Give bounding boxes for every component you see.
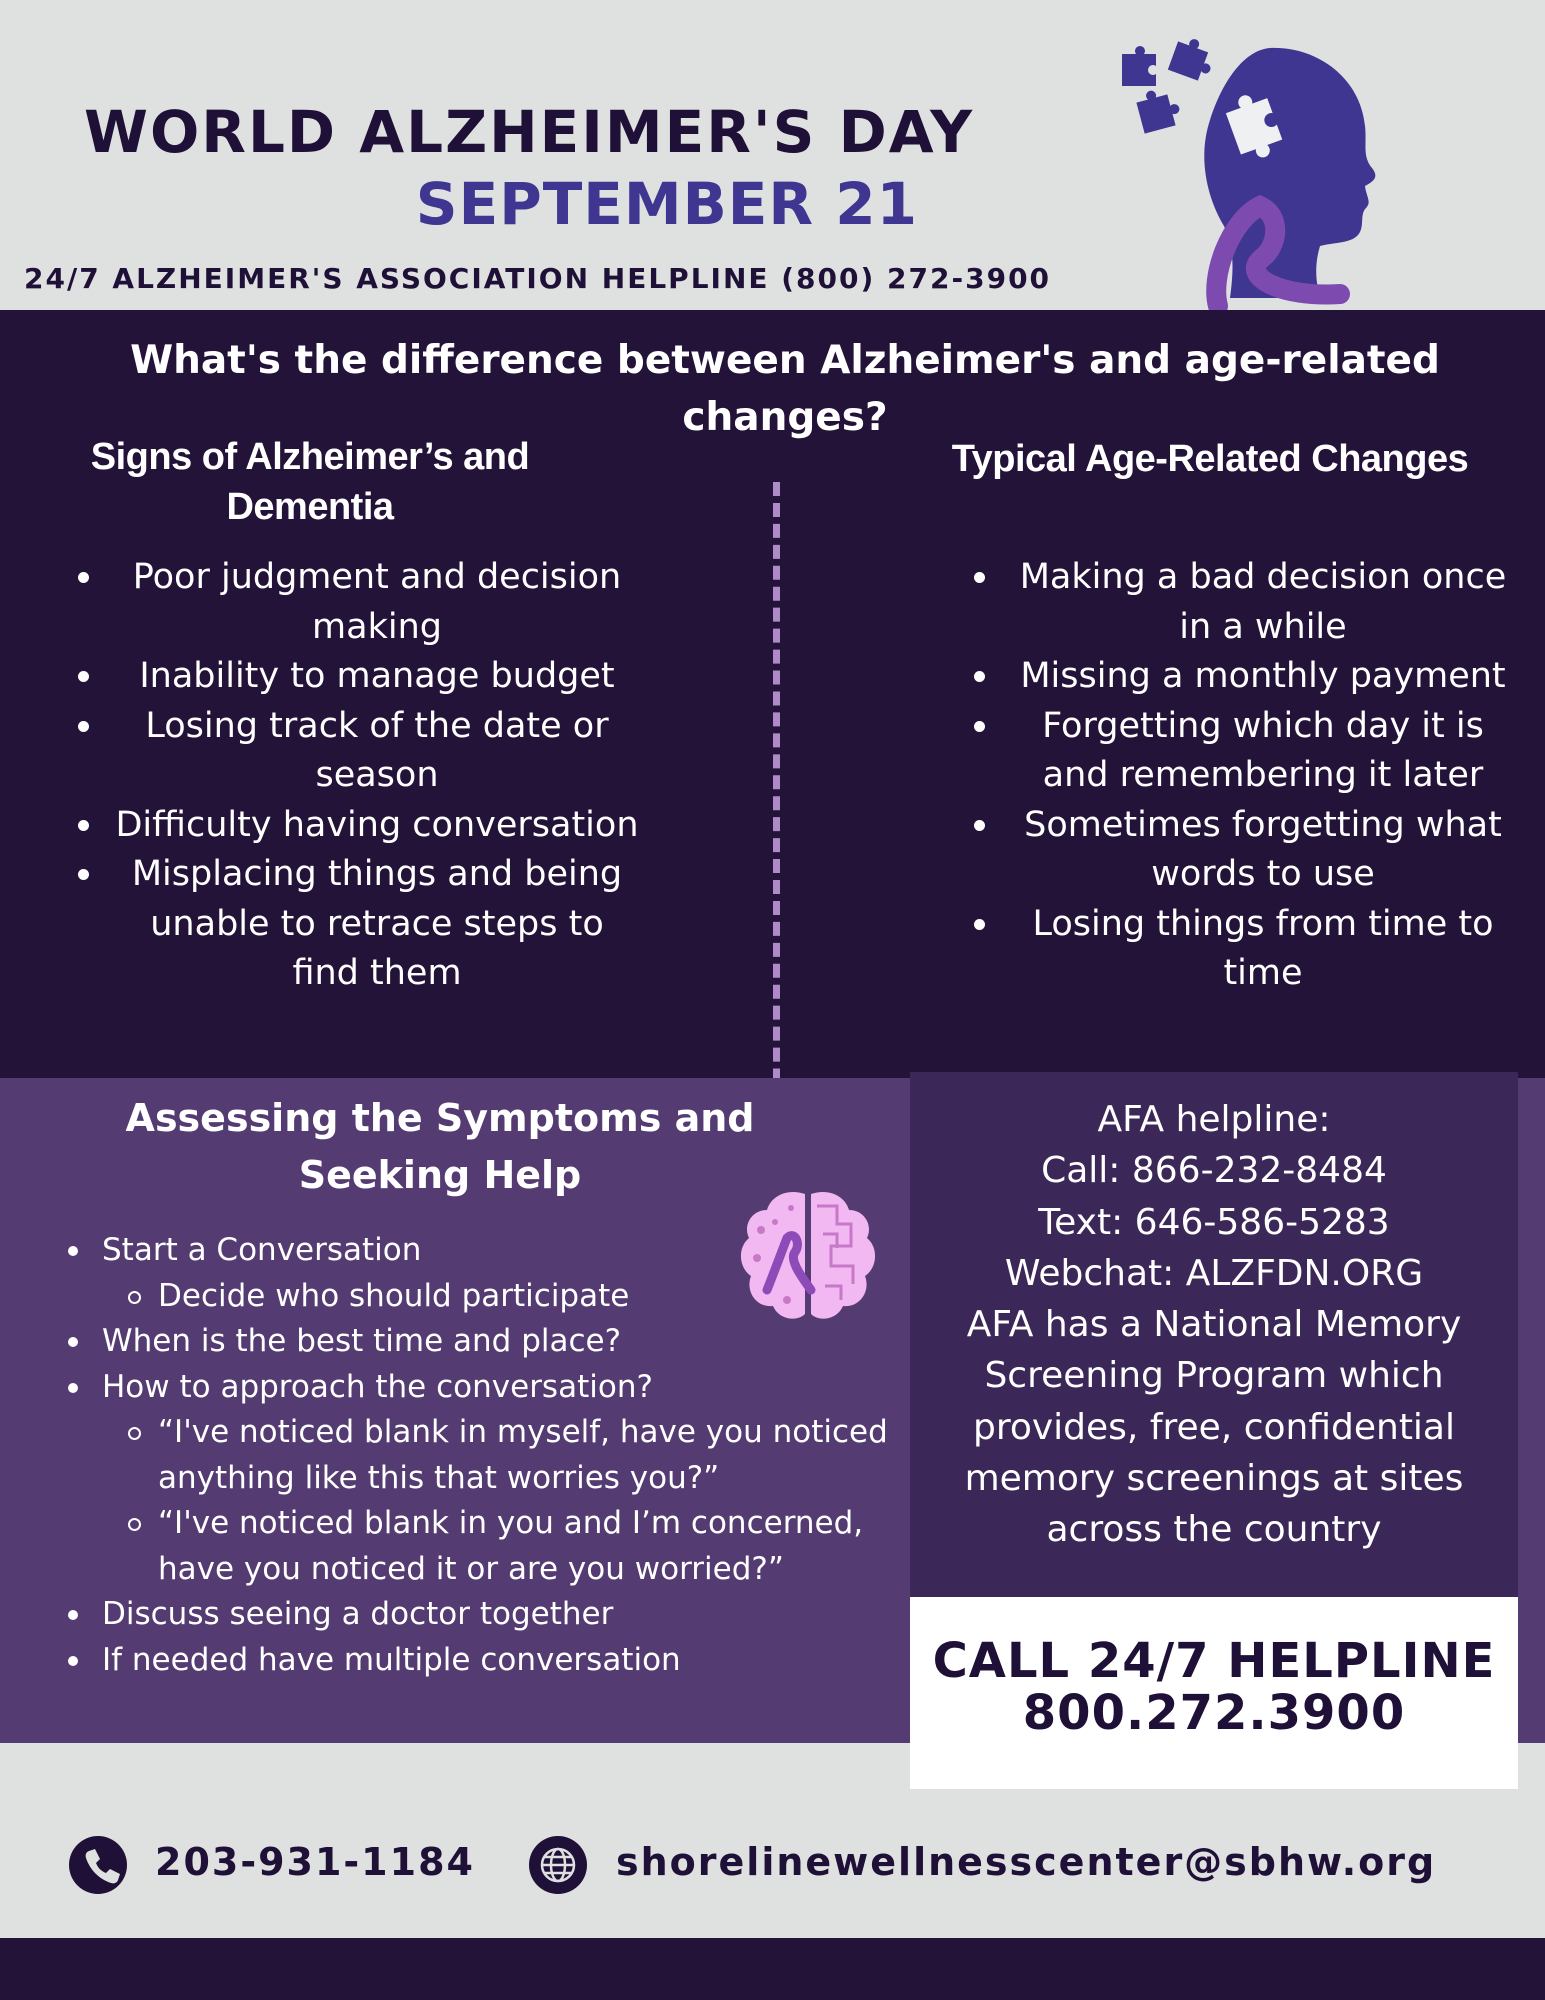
list-item: Sometimes forgetting what words to use — [958, 801, 1518, 900]
comparison-section — [0, 310, 1545, 1078]
call-helpline-label: CALL 24/7 HELPLINE — [932, 1633, 1496, 1689]
page-title: WORLD ALZHEIMER'S DAY — [84, 98, 975, 166]
age-related-list — [958, 553, 1518, 999]
phone-icon — [69, 1836, 127, 1894]
list-item: Missing a monthly payment — [958, 652, 1518, 702]
list-item: Discuss seeing a doctor together — [60, 1592, 920, 1638]
list-item: Losing track of the date or season — [62, 702, 642, 801]
call-helpline-box — [910, 1597, 1518, 1789]
bottom-bar — [0, 1938, 1545, 2000]
comparison-question: What's the difference between Alzheimer's and age-related changes? — [130, 338, 1440, 440]
afa-helpline-label: AFA helpline: — [1097, 1099, 1331, 1140]
list-item: Poor judgment and decision making — [62, 553, 642, 652]
list-item: “I've noticed blank in you and I’m concerned, have you noticed it or are you worried?” — [60, 1501, 920, 1592]
list-item: Decide who should participate — [60, 1274, 920, 1320]
event-date: SEPTEMBER 21 — [415, 170, 918, 238]
list-item: When is the best time and place? — [60, 1319, 920, 1365]
list-item: Forgetting which day it is and remembering it later — [958, 702, 1518, 801]
afa-screening-description: AFA has a National Memory Screening Program which provides, free, confidential memory screenings at sites across the country — [964, 1304, 1464, 1551]
list-item: Start a Conversation — [60, 1228, 920, 1274]
list-item: Difficulty having conversation — [62, 801, 642, 851]
afa-text-number: Text: 646-586-5283 — [1038, 1201, 1390, 1243]
list-item: Inability to manage budget — [62, 652, 642, 702]
age-related-heading: Typical Age-Related Changes — [951, 438, 1469, 480]
call-helpline-text — [910, 1635, 1518, 1739]
list-item: Making a bad decision once in a while — [958, 553, 1518, 652]
call-helpline-number: 800.272.3900 — [1022, 1685, 1406, 1741]
list-item: If needed have multiple conversation — [60, 1638, 920, 1684]
helpline-banner: 24/7 ALZHEIMER'S ASSOCIATION HELPLINE (800) 272-3900 — [24, 262, 1052, 295]
alzheimers-signs-list — [62, 553, 642, 999]
afa-webchat: Webchat: ALZFDN.ORG — [1004, 1252, 1424, 1294]
alzheimers-signs-heading: Signs of Alzheimer’s and Dementia — [90, 436, 530, 528]
list-item: Losing things from time to time — [958, 900, 1518, 999]
afa-info-box — [910, 1072, 1518, 1597]
list-item: Misplacing things and being unable to retrace steps to find them — [62, 850, 642, 999]
footer-phone: 203-931-1184 — [155, 1840, 475, 1884]
assessing-heading: Assessing the Symptoms and Seeking Help — [125, 1096, 755, 1197]
afa-call-number: Call: 866-232-8484 — [1041, 1150, 1387, 1192]
header — [0, 0, 1545, 310]
head-puzzle-icon — [1110, 36, 1410, 316]
footer-email: shorelinewellnesscenter@sbhw.org — [616, 1840, 1437, 1884]
assessing-list — [60, 1228, 920, 1683]
list-item: “I've noticed blank in myself, have you noticed anything like this that worries you?” — [60, 1410, 920, 1501]
list-item: How to approach the conversation? — [60, 1365, 920, 1411]
afa-info-text — [910, 1094, 1518, 1556]
globe-icon — [529, 1836, 587, 1894]
